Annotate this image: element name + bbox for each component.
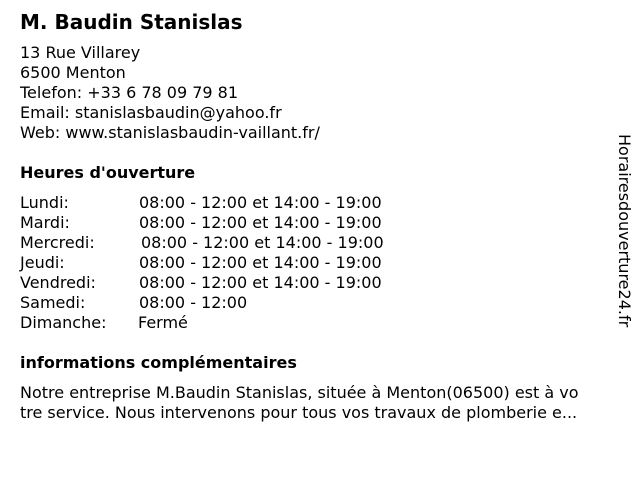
time-value: 08:00 - 12:00 — [139, 293, 248, 312]
description-line: Notre entreprise M.Baudin Stanislas, située à Menton(06500) est à vo — [20, 383, 579, 402]
time-value: 08:00 - 12:00 et 14:00 - 19:00 — [139, 193, 382, 212]
address-street: 13 Rue Villarey — [20, 43, 141, 62]
info-description — [20, 383, 630, 423]
site-watermark: Horairesdouverture24.fr — [615, 134, 634, 328]
description-line: tre service. Nous intervenons pour tous vos travaux de plomberie e... — [20, 403, 578, 422]
time-value: 08:00 - 12:00 et 14:00 - 19:00 — [139, 213, 382, 232]
info-heading: informations complémentaires — [20, 353, 297, 372]
day-label: Jeudi: — [20, 253, 65, 272]
web-line: Web: www.stanislasbaudin-vaillant.fr/ — [20, 123, 320, 142]
address-city: 6500 Menton — [20, 63, 126, 82]
day-label: Mercredi: — [20, 233, 95, 252]
day-label: Mardi: — [20, 213, 70, 232]
hours-heading: Heures d'ouverture — [20, 163, 196, 182]
contact-block — [20, 43, 320, 143]
day-label: Samedi: — [20, 293, 86, 312]
phone-line: Telefon: +33 6 78 09 79 81 — [20, 83, 239, 102]
day-label: Vendredi: — [20, 273, 96, 292]
business-name: M. Baudin Stanislas — [20, 10, 243, 34]
day-label: Lundi: — [20, 193, 69, 212]
time-value: 08:00 - 12:00 et 14:00 - 19:00 — [139, 273, 382, 292]
time-value: 08:00 - 12:00 et 14:00 - 19:00 — [141, 233, 384, 252]
time-value: Fermé — [138, 313, 188, 332]
day-label: Dimanche: — [20, 313, 107, 332]
time-value: 08:00 - 12:00 et 14:00 - 19:00 — [139, 253, 382, 272]
email-line: Email: stanislasbaudin@yahoo.fr — [20, 103, 282, 122]
